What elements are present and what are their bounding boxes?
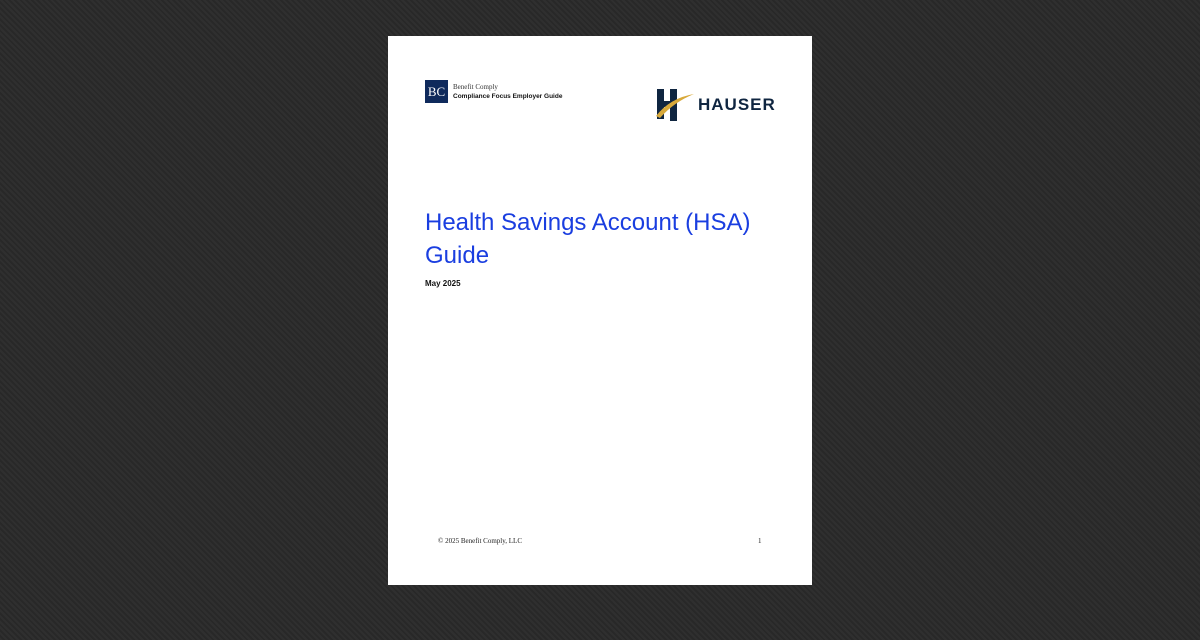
hauser-h-icon <box>656 88 696 122</box>
benefit-comply-logo <box>425 80 562 103</box>
page-number: 1 <box>758 537 762 545</box>
document-page <box>388 36 812 585</box>
bc-subtitle: Compliance Focus Employer Guide <box>453 92 563 100</box>
bc-logo-mark: BC <box>425 80 448 103</box>
footer-copyright: © 2025 Benefit Comply, LLC <box>438 537 522 545</box>
document-date: May 2025 <box>425 279 461 288</box>
bc-name: Benefit Comply <box>453 82 498 91</box>
hauser-wordmark: HAUSER <box>698 95 776 114</box>
document-title: Health Savings Account (HSA) Guide <box>425 209 751 269</box>
hauser-logo <box>656 88 776 122</box>
